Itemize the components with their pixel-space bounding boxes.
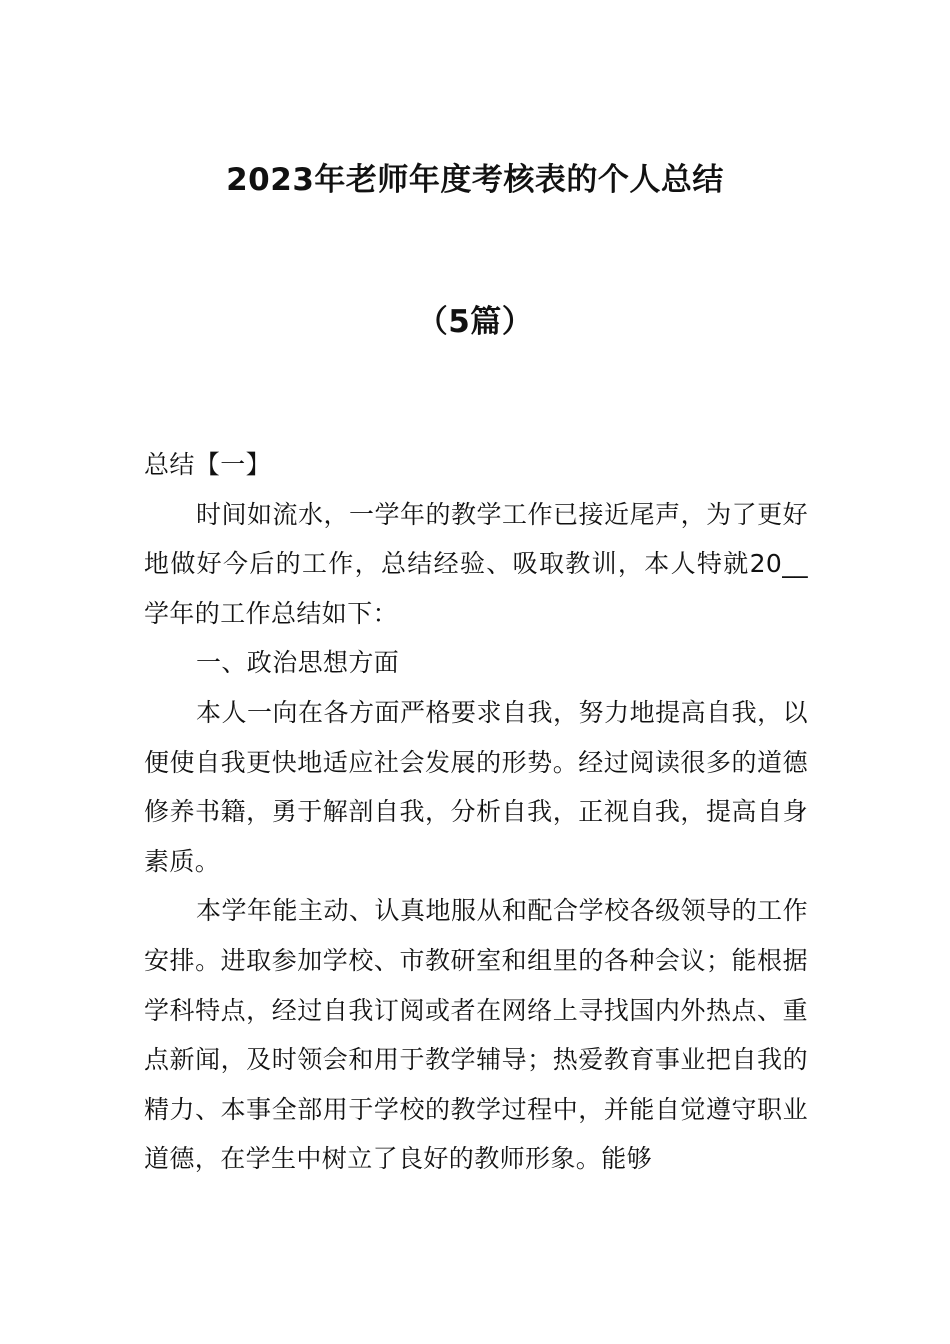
paragraph-heading-politics: 一、政治思想方面 <box>196 648 400 678</box>
paragraph-intro: 时间如流水，一学年的教学工作已接近尾声，为了更好地做好今后的工作，总结经验、吸取教训，本人特就20__学年的工作总结如下： <box>144 499 808 628</box>
document-body <box>144 440 808 1184</box>
section-heading: 总结【一】 <box>144 450 272 479</box>
paragraph-work-arrangement: 本学年能主动、认真地服从和配合学校各级领导的工作安排。进取参加学校、市教研室和组里的各种会议；能根据学科特点，经过自我订阅或者在网络上寻找国内外热点、重点新闻，及时领会和用于教学辅导；热爱教育事业把自我的精力、本事全部用于学校的教学过程中，并能自觉遵守职业道德，在学生中树立了良好的教师形象。能够 <box>144 896 808 1174</box>
document-subtitle: （5篇） <box>416 304 534 340</box>
paragraph-self-requirement: 本人一向在各方面严格要求自我，努力地提高自我，以便使自我更快地适应社会发展的形势。经过阅读很多的道德修养书籍，勇于解剖自我，分析自我，正视自我，提高自身素质。 <box>144 697 808 876</box>
document-title: 2023年老师年度考核表的个人总结 <box>226 162 724 198</box>
